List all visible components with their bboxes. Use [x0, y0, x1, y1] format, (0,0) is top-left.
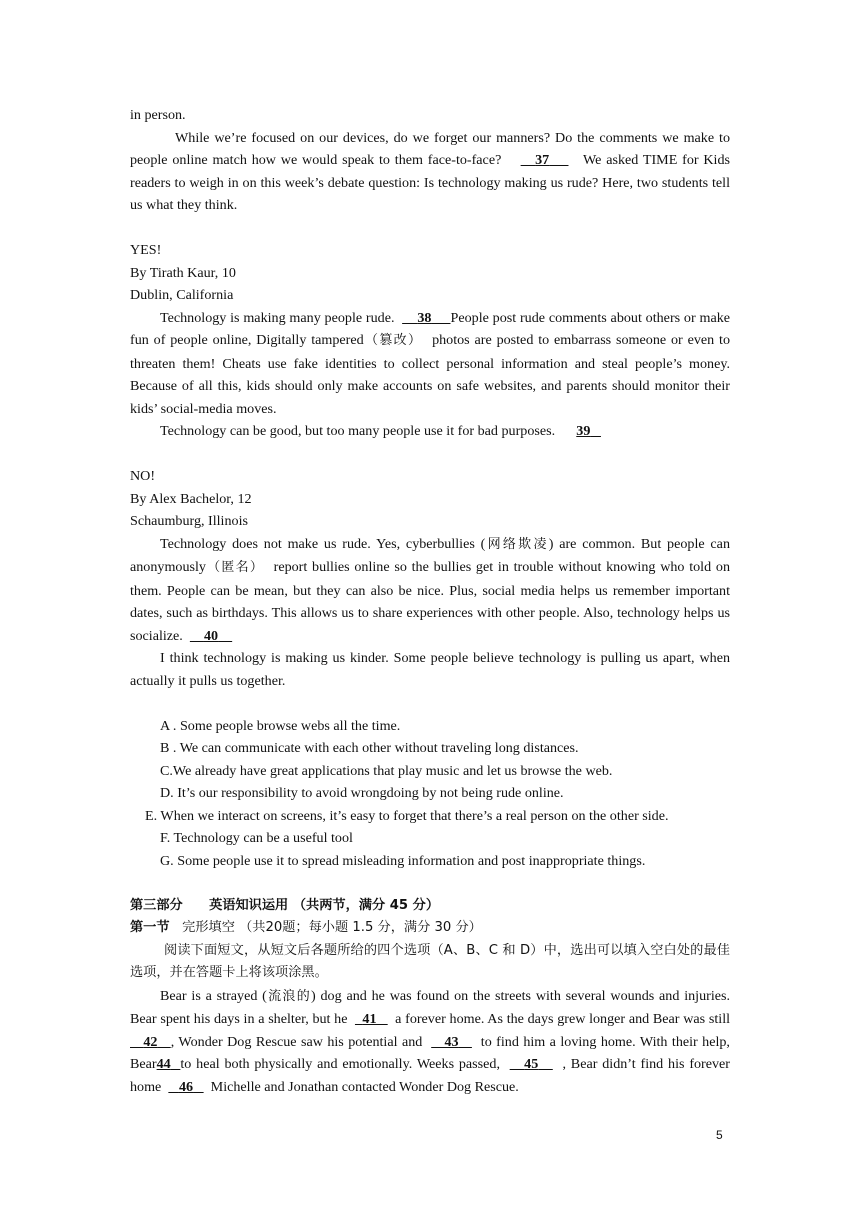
- yes-paragraph-1: Technology is making many people rude. 38 People post rude comments about others or make fun of people online, Digitally tampered（篡改） photos are posted to embarrass someone or even to threaten them! Cheats use fake identities to collect personal information and steal people’s money. Because of all this, kids should only make accounts on safe websites, and parents should monitor their kids’ social-media moves.: [130, 309, 730, 417]
- cloze-instruction: 阅读下面短文，从短文后各题所给的四个选项（A、B、C 和 D）中，选出可以填入空白处的最佳选项，并在答题卡上将该项涂黑。: [130, 942, 730, 980]
- intro-line: in person.: [130, 107, 186, 123]
- yes-heading: YES!: [130, 242, 162, 258]
- option-d: D. It’s our responsibility to avoid wrongdoing by not being rude online.: [160, 785, 564, 801]
- blank-37: 37: [535, 152, 550, 168]
- intro-text-before: While we’re focused on our devices, do we forget our manners? Do the comments we make to people online match how we would speak to them face-to-face?: [130, 129, 730, 168]
- blank-44: 44: [156, 1056, 171, 1072]
- blank-38: 38: [417, 309, 432, 326]
- yes-author: By Tirath Kaur, 10: [130, 264, 236, 281]
- blank-41: 41: [362, 1011, 377, 1027]
- option-f: F. Technology can be a useful tool: [160, 830, 353, 846]
- blank-40: 40: [203, 627, 219, 644]
- intro-paragraph: [130, 127, 730, 217]
- yes-location: Dublin, California: [130, 287, 234, 303]
- blank-43: 43: [444, 1033, 459, 1050]
- part3-heading: 第三部分 英语知识运用 （共两节，满分 45 分）: [130, 897, 440, 913]
- option-c: C.We already have great applications that play music and let us browse the web.: [160, 762, 613, 779]
- no-location: Schaumburg, Illinois: [130, 513, 248, 529]
- document-page: [130, 104, 730, 1098]
- option-a: A . Some people browse webs all the time.: [160, 717, 401, 734]
- blank-45: 45: [524, 1056, 539, 1072]
- no-paragraph-2: I think technology is making us kinder. Some people believe technology is pulling us apart, when actually it pulls us together.: [130, 650, 730, 689]
- blank-42: 42: [143, 1033, 158, 1050]
- page-number: 5: [716, 1128, 723, 1142]
- options-list: [130, 715, 730, 873]
- blank-46: 46: [178, 1078, 194, 1095]
- option-g: G. Some people use it to spread misleading information and post inappropriate things.: [160, 852, 646, 869]
- no-heading: NO!: [130, 468, 156, 484]
- option-b: B . We can communicate with each other without traveling long distances.: [160, 740, 579, 756]
- option-e: E. When we interact on screens, it’s easy to forget that there’s a real person on the other side.: [145, 807, 669, 824]
- no-author: By Alex Bachelor, 12: [130, 490, 252, 507]
- yes-paragraph-2: Technology can be good, but too many people use it for bad purposes. 39: [130, 420, 730, 443]
- blank-39: 39: [576, 423, 591, 439]
- intro-text-after: We asked TIME for Kids readers to weigh in on this week’s debate question: Is technology making us rude? Here, two students tell us what they think.: [130, 152, 731, 213]
- cloze-passage: Bear is a strayed (流浪的) dog and he was found on the streets with several wounds and injuries. Bear spent his days in a shelter, but he 41 a forever home. As the days grew longer and Bear was still 42 , Wonder Dog Rescue saw his potential and 43 to find him a loving home. With their help, Bear44 to heal both physically and emotionally. Weeks passed, 45 , Bear didn’t find his forever home 46 Michelle and Jonathan contacted Wonder Dog Rescue.: [130, 987, 731, 1095]
- section-heading: 第一节 完形填空 （共20题；每小题 1.5 分，满分 30 分）: [130, 920, 482, 935]
- no-paragraph-1: Technology does not make us rude. Yes, cyberbullies (网络欺凌) are common. But people can anonymously（匿名） report bullies online so the bullies get in trouble without knowing who told on them. People can be mean, but they can also be nice. Plus, social media helps us remember important dates, such as birthdays. This allows us to share experiences with other people. Also, technology helps us socialize. 40: [130, 535, 730, 644]
